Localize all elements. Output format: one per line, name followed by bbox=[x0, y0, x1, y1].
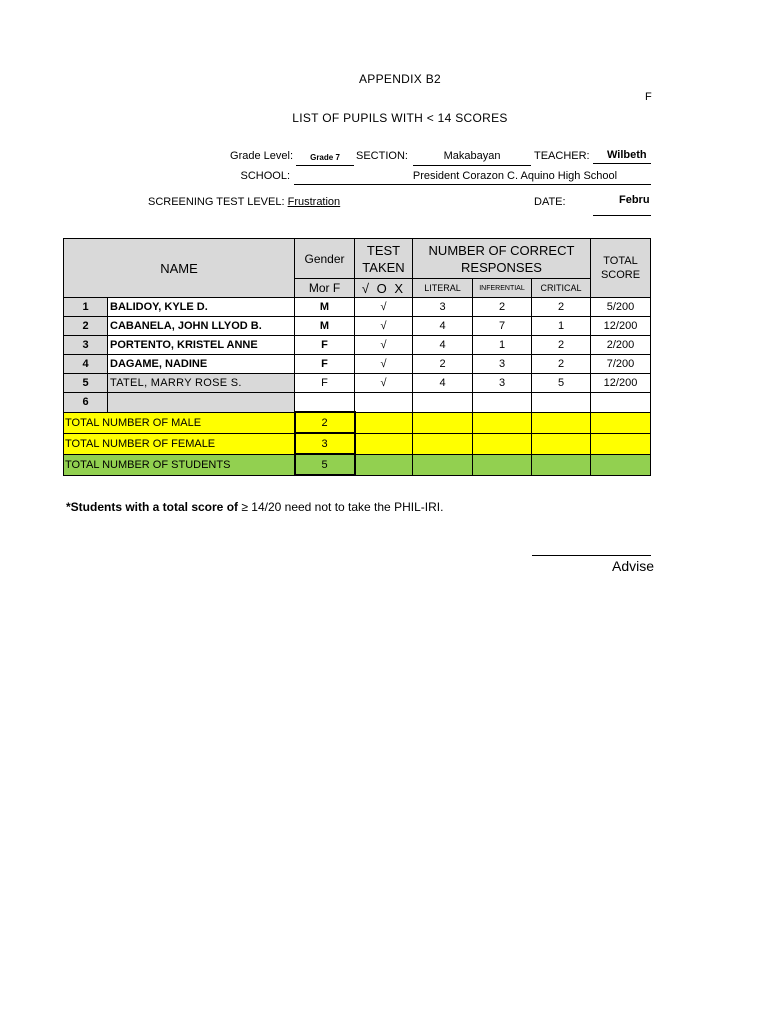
header-test-taken-sub: √ O X bbox=[355, 279, 413, 298]
literal-score: 4 bbox=[413, 374, 473, 393]
grade-level-value: Grade 7 bbox=[296, 150, 354, 166]
header-correct-responses: NUMBER OF CORRECT RESPONSES bbox=[413, 239, 591, 279]
header-gender-sub: Mor F bbox=[295, 279, 355, 298]
pupils-table bbox=[63, 238, 651, 476]
screening-level bbox=[148, 196, 340, 208]
literal-score: 3 bbox=[413, 298, 473, 317]
grade-level-label: Grade Level: bbox=[230, 150, 293, 162]
total-score: 7/200 bbox=[591, 355, 651, 374]
header-name: NAME bbox=[64, 239, 295, 298]
row-number: 4 bbox=[64, 355, 108, 374]
inferential-score: 3 bbox=[473, 374, 532, 393]
row-number: 1 bbox=[64, 298, 108, 317]
header-critical: CRITICAL bbox=[532, 279, 591, 298]
header-gender: Gender bbox=[295, 239, 355, 279]
table-row bbox=[64, 393, 651, 413]
date-value: Febru bbox=[593, 194, 651, 216]
date-label: DATE: bbox=[534, 196, 566, 208]
pupil-name: PORTENTO, KRISTEL ANNE bbox=[108, 336, 295, 355]
school-value: President Corazon C. Aquino High School bbox=[412, 170, 618, 182]
test-taken-mark: √ bbox=[355, 355, 413, 374]
total-score: 5/200 bbox=[591, 298, 651, 317]
total-score: 12/200 bbox=[591, 374, 651, 393]
pupil-gender: F bbox=[295, 355, 355, 374]
footnote-rest: ≥ 14/20 need not to take the PHIL-IRI. bbox=[238, 500, 444, 514]
row-number: 3 bbox=[64, 336, 108, 355]
literal-score bbox=[413, 393, 473, 413]
test-taken-mark: √ bbox=[355, 336, 413, 355]
row-number: 6 bbox=[64, 393, 108, 413]
critical-score: 5 bbox=[532, 374, 591, 393]
pupil-gender: F bbox=[295, 374, 355, 393]
inferential-score: 2 bbox=[473, 298, 532, 317]
teacher-value: Wilbeth bbox=[593, 149, 651, 164]
header-inferential: INFERENTIAL bbox=[473, 279, 532, 298]
row-number: 2 bbox=[64, 317, 108, 336]
screening-level-label: SCREENING TEST LEVEL: bbox=[148, 196, 285, 208]
school-underline bbox=[294, 184, 651, 185]
row-number: 5 bbox=[64, 374, 108, 393]
inferential-score: 1 bbox=[473, 336, 532, 355]
inferential-score: 3 bbox=[473, 355, 532, 374]
pupil-name: TATEL, MARRY ROSE S. bbox=[108, 374, 295, 393]
pupil-gender: F bbox=[295, 336, 355, 355]
pupil-name: DAGAME, NADINE bbox=[108, 355, 295, 374]
test-taken-mark: √ bbox=[355, 298, 413, 317]
inferential-score: 7 bbox=[473, 317, 532, 336]
pupil-gender: M bbox=[295, 317, 355, 336]
critical-score: 2 bbox=[532, 298, 591, 317]
test-taken-mark bbox=[355, 393, 413, 413]
header-test-taken: TEST TAKEN bbox=[355, 239, 413, 279]
critical-score: 2 bbox=[532, 336, 591, 355]
table-row bbox=[64, 298, 651, 317]
pupil-name: CABANELA, JOHN LLYOD B. bbox=[108, 317, 295, 336]
table-row bbox=[64, 355, 651, 374]
table-row bbox=[64, 374, 651, 393]
header-total-score: TOTAL SCORE bbox=[591, 239, 651, 298]
total-score bbox=[591, 393, 651, 413]
total-female-label: TOTAL NUMBER OF FEMALE bbox=[64, 433, 295, 454]
total-students-row bbox=[64, 454, 651, 475]
table-row bbox=[64, 336, 651, 355]
section-label: SECTION: bbox=[356, 150, 408, 162]
school-label: SCHOOL: bbox=[240, 170, 290, 182]
total-score: 12/200 bbox=[591, 317, 651, 336]
total-students-label: TOTAL NUMBER OF STUDENTS bbox=[64, 454, 295, 475]
screening-level-value: Frustration bbox=[287, 196, 341, 208]
adviser-label: Advise bbox=[612, 558, 655, 574]
inferential-score bbox=[473, 393, 532, 413]
literal-score: 4 bbox=[413, 336, 473, 355]
header-literal: LITERAL bbox=[413, 279, 473, 298]
total-female-value: 3 bbox=[295, 433, 355, 454]
literal-score: 2 bbox=[413, 355, 473, 374]
total-male-label: TOTAL NUMBER OF MALE bbox=[64, 412, 295, 433]
section-value: Makabayan bbox=[413, 150, 531, 166]
critical-score: 2 bbox=[532, 355, 591, 374]
test-taken-mark: √ bbox=[355, 374, 413, 393]
total-male-value: 2 bbox=[295, 412, 355, 433]
test-taken-mark: √ bbox=[355, 317, 413, 336]
teacher-label: TEACHER: bbox=[534, 150, 590, 162]
critical-score: 1 bbox=[532, 317, 591, 336]
pupil-name bbox=[108, 393, 295, 413]
pupil-name: BALIDOY, KYLE D. bbox=[108, 298, 295, 317]
signature-line bbox=[532, 555, 651, 556]
total-male-row bbox=[64, 412, 651, 433]
footnote-bold: *Students with a total score of bbox=[66, 500, 239, 514]
document-subtitle: LIST OF PUPILS WITH < 14 SCORES bbox=[292, 111, 508, 125]
pupil-gender: M bbox=[295, 298, 355, 317]
critical-score bbox=[532, 393, 591, 413]
total-score: 2/200 bbox=[591, 336, 651, 355]
total-students-value: 5 bbox=[295, 454, 355, 475]
pupil-gender bbox=[295, 393, 355, 413]
footnote bbox=[66, 500, 443, 514]
table-row bbox=[64, 317, 651, 336]
appendix-title: APPENDIX B2 bbox=[359, 72, 441, 86]
total-female-row bbox=[64, 433, 651, 454]
corner-letter: F bbox=[645, 91, 652, 103]
literal-score: 4 bbox=[413, 317, 473, 336]
